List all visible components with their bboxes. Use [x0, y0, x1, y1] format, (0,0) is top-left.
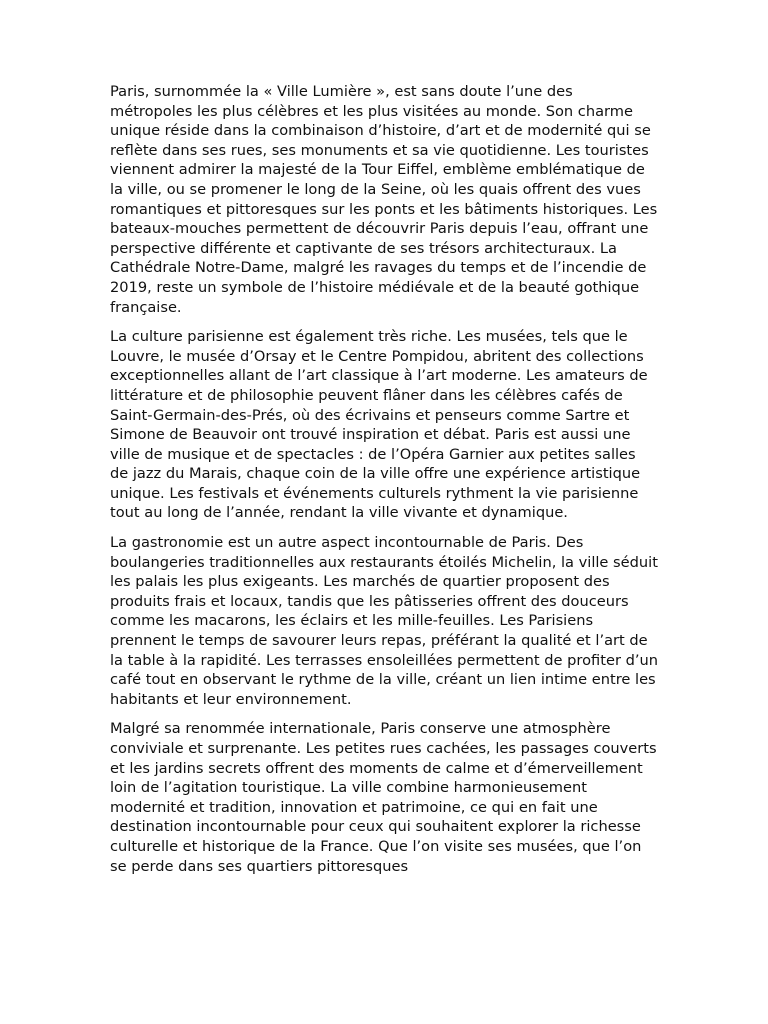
paragraph-culture: La culture parisienne est également très riche. Les musées, tels que le Louvre, le musée d’Orsay et le Centre Pompidou, abritent des collections exceptionnelles allant de l’art classique à l’art moderne. Les amateurs de littérature et de philosophie peuvent flâner dans les célèbres cafés de Saint-Germain-des-Prés, où des écrivains et penseurs comme Sartre et Simone de Beauvoir ont trouvé inspiration et débat. Paris est aussi une ville de musique et de spectacles : de l’Opéra Garnier aux petites salles de jazz du Marais, chaque coin de la ville offre une expérience artistique unique. Les festivals et événements culturels rythment la vie parisienne tout au long de l’année, rendant la ville vivante et dynamique.	[110, 328, 648, 522]
paragraph-intro: Paris, surnommée la « Ville Lumière », est sans doute l’une des métropoles les plus célèbres et les plus visitées au monde. Son charme unique réside dans la combinaison d’histoire, d’art et de modernité qui se reflète dans ses rues, ses monuments et sa vie quotidienne. Les touristes viennent admirer la majesté de la Tour Eiffel, emblème emblématique de la ville, ou se promener le long de la Seine, où les quais offrent des vues romantiques et pittoresques sur les ponts et les bâtiments historiques. Les bateaux-mouches permettent de découvrir Paris depuis l’eau, offrant une perspective différente et captivante de ses trésors architecturaux. La Cathédrale Notre-Dame, malgré les ravages du temps et de l’incendie de 2019, reste un symbole de l’histoire médiévale et de la beauté gothique française.	[110, 83, 658, 316]
document-body	[110, 82, 658, 886]
paragraph-atmosphere: Malgré sa renommée internationale, Paris conserve une atmosphère conviviale et surprenante. Les petites rues cachées, les passages couverts et les jardins secrets offrent des moments de calme et d’émerveillement loin de l’agitation touristique. La ville combine harmonieusement modernité et tradition, innovation et patrimoine, ce qui en fait une destination incontournable pour ceux qui souhaitent explorer la richesse culturelle et historique de la France. Que l’on visite ses musées, que l’on se perde dans ses quartiers pittoresques	[110, 720, 657, 875]
paragraph-gastronomy: La gastronomie est un autre aspect incontournable de Paris. Des boulangeries traditionnelles aux restaurants étoilés Michelin, la ville séduit les palais les plus exigeants. Les marchés de quartier proposent des produits frais et locaux, tandis que les pâtisseries offrent des douceurs comme les macarons, les éclairs et les mille-feuilles. Les Parisiens prennent le temps de savourer leurs repas, préférant la qualité et l’art de la table à la rapidité. Les terrasses ensoleillées permettent de profiter d’un café tout en observant le rythme de la ville, créant un lien intime entre les habitants et leur environnement.	[110, 534, 658, 708]
